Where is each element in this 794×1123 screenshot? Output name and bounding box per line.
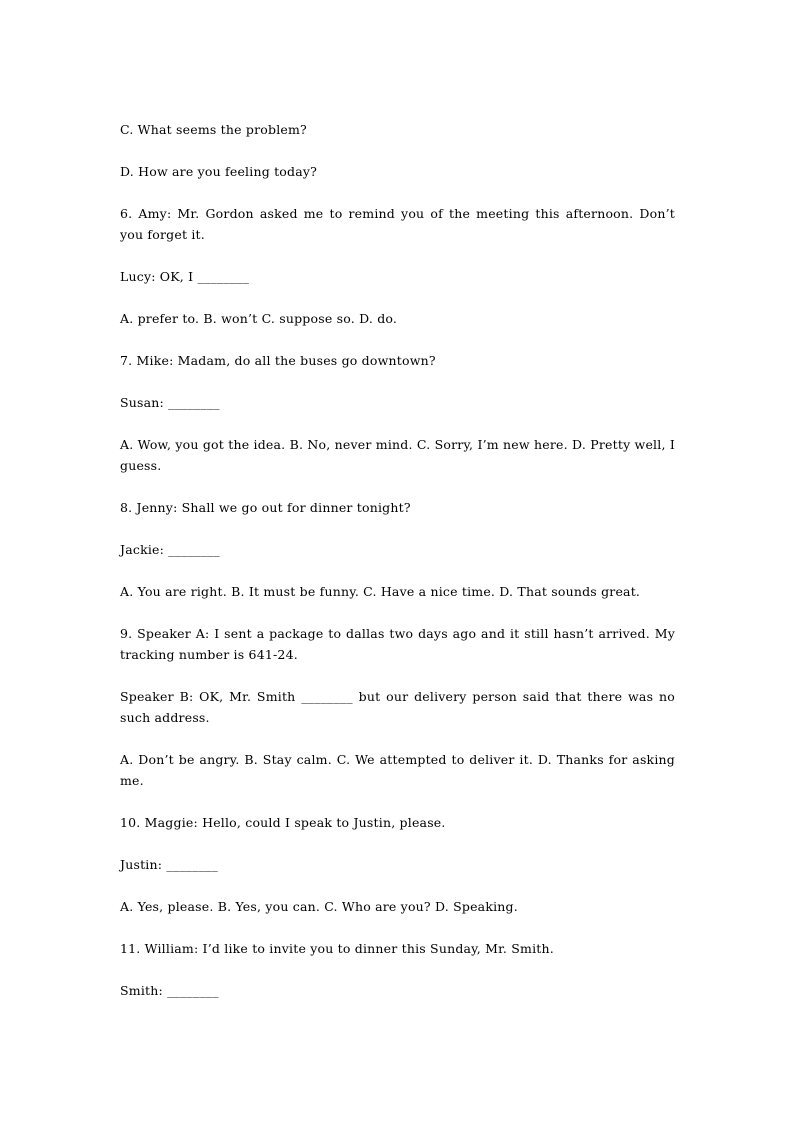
- question-6-response: Lucy: OK, I ________: [120, 269, 250, 284]
- question-9-response: Speaker B: OK, Mr. Smith ________ but our delivery person said that there was no such address.: [120, 689, 675, 725]
- question-10-prompt: 10. Maggie: Hello, could I speak to Justin, please.: [120, 815, 446, 830]
- question-10-response: Justin: ________: [120, 857, 218, 872]
- question-6-prompt: 6. Amy: Mr. Gordon asked me to remind you of the meeting this afternoon. Don’t you forget it.: [120, 206, 675, 242]
- document-body: [120, 119, 675, 1022]
- question-7-prompt: 7. Mike: Madam, do all the buses go downtown?: [120, 353, 436, 368]
- question-8-prompt: 8. Jenny: Shall we go out for dinner tonight?: [120, 500, 411, 515]
- option-d-q5: D. How are you feeling today?: [120, 164, 318, 179]
- question-9-prompt: 9. Speaker A: I sent a package to dallas two days ago and it still hasn’t arrived. My tracking number is 641-24.: [120, 626, 675, 662]
- question-8-options: A. You are right. B. It must be funny. C. Have a nice time. D. That sounds great.: [120, 584, 641, 599]
- option-c-q5: C. What seems the problem?: [120, 122, 307, 137]
- question-7-response: Susan: ________: [120, 395, 220, 410]
- question-11-response: Smith: ________: [120, 983, 219, 998]
- question-9-options: A. Don’t be angry. B. Stay calm. C. We attempted to deliver it. D. Thanks for asking me.: [120, 752, 675, 788]
- question-8-response: Jackie: ________: [120, 542, 220, 557]
- question-6-options: A. prefer to. B. won’t C. suppose so. D. do.: [120, 311, 398, 326]
- question-7-options: A. Wow, you got the idea. B. No, never mind. C. Sorry, I’m new here. D. Pretty well, I guess.: [120, 437, 675, 473]
- question-10-options: A. Yes, please. B. Yes, you can. C. Who are you? D. Speaking.: [120, 899, 518, 914]
- question-11-prompt: 11. William: I’d like to invite you to dinner this Sunday, Mr. Smith.: [120, 941, 554, 956]
